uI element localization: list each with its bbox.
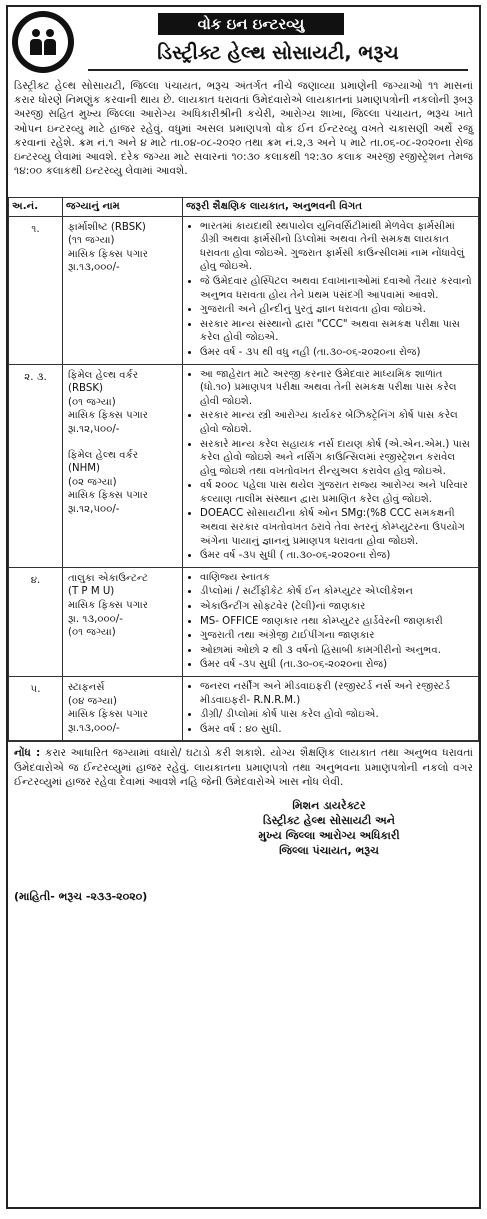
qualification-item: • ડીપ્લોમાં / સર્ટીફીકેટ કોર્ષ ઈન કોમ્પ્યુટર એપ્લીકેશન [200, 585, 473, 599]
post-line: (૦૧ જગ્યા) [68, 396, 116, 408]
table-row [9, 567, 479, 676]
post-line: ફિમેલ હેલ્થ વર્કર [68, 449, 139, 461]
serial-number: ૫. [9, 677, 63, 741]
walk-in-interview-banner: વોક ઇન ઇન્ટરવ્યુ [158, 13, 344, 35]
qualification-item: • ભારતમાં કાયદાથી સ્થપાયેલ યુનિવર્સિટીમાંથી મેળવેલ ફાર્મસીમાં ડીગ્રી અથવા ફાર્મસીનો ડિપ્લોમાં અથવા તેની સમકક્ષ લાયકાત ધરાવતા હોવા જોઇએ. ગુજરાત ફાર્મસી કાઉન્સીલમાં નામ નોંધાવેલું હોવુ જોઇએ. [200, 220, 473, 274]
post-line: ફાર્માશીષ્ટ (RBSK) [68, 221, 146, 233]
note-paragraph [8, 741, 479, 793]
post-cell [63, 364, 183, 567]
table-row [9, 364, 479, 567]
qualification-cell [183, 677, 479, 741]
qualification-item: • સરકારે માન્ય કરેલ સહાયક નર્સ દાયણ કોર્ષ (એ.એન.એમ.) પાસ કરેલ હોવો જોઇશે અને નર્સિંગ કાઉન્સિલમાં રજીસ્ટ્રેશન કરાવેલ હોવુ જોઇશે તથા વખતોવખત રીન્યુઅલ કરાવેલ હોવુ જોઇએ. [200, 438, 473, 479]
logo-figure-icon [32, 29, 40, 37]
serial-number-2: ૨. [24, 371, 34, 383]
nrhm-logo [12, 11, 74, 73]
post-line: (૦૧ જગ્યા) [68, 627, 116, 639]
signature-line: મુખ્ય જિલ્લા આરોગ્ય અધિકારી [258, 828, 400, 842]
qualification-cell [183, 364, 479, 567]
note-label: નોંધ : [14, 747, 41, 760]
qualification-item: • વર્ષ ૨૦૦૮ પહેલા પાસ થયેલ ગુજરાત રાજ્ય આરોગ્ય અને પરિવાર કલ્યાણ તાલીમ સંસ્થાન દ્વારા પ્રમાણિત કરેલ હોવું જોઇશે. [200, 479, 473, 506]
post-line: (૦૨ જગ્યા) [68, 476, 117, 488]
qualification-item: • સરકાર માન્ય સંસ્થાનો દ્વારા "CCC" અથવા સમકક્ષ પરીક્ષા પાસ કરેલ હોવી જોઇએ. [200, 318, 473, 345]
post-line: રૂા.૧૩,૦૦૦/- [68, 262, 120, 274]
post-line: ફિમેલ હેલ્થ વર્કર [68, 369, 139, 381]
signature-line: જિલ્લા પંચાયત, ભરૂચ [279, 843, 379, 857]
post-line: સ્ટાફનર્સ [68, 682, 105, 693]
header-qualification: જરૂરી શૈક્ષણિક લાયકાત, અનુભવની વિગત [183, 198, 479, 217]
table-row [9, 677, 479, 741]
post-line: (T P M U) [68, 586, 115, 598]
logo-figure-icon [44, 39, 56, 55]
table-row [9, 216, 479, 364]
advertisement-page [6, 5, 481, 1209]
qualification-item: • MS- OFFICE જાણકાર તથા કોમ્પ્યુટર હાર્ડવેરની જાણકારી [200, 615, 473, 629]
qualification-item: • જે ઉમેદવાર હોસ્પિટલ અથવા દવાખાનાઓમાં દવાઓ તૈયાર કરવાનો અનુભવ ધરાવતા હોય તેને પ્રથમ પસંદગી આપવામાં આવશે. [200, 275, 473, 302]
header-post-name: જગ્યાનું નામ [63, 198, 183, 217]
qualification-cell [183, 216, 479, 364]
qualification-item: • ઉંમર વર્ષ -૩૫ સુધી ( તા.૩૦-૦૬-૨૦૨૦ના રોજ) [200, 549, 473, 563]
header-serial: અ.નં. [9, 198, 63, 217]
serial-number: ૪. [9, 567, 63, 676]
posts-table [8, 197, 479, 741]
organization-title: ડિસ્ટ્રીક્ટ હેલ્થ સોસાયટી, ભરૂચ [88, 39, 468, 71]
post-line: (NHM) [68, 463, 101, 475]
post-line: માસિક ફિક્સ પગાર [68, 600, 148, 612]
post-cell [63, 567, 183, 676]
signature-line: ડિસ્ટ્રીક્ટ હેલ્થ સોસાયટી અને [263, 813, 395, 827]
table-header-row [9, 198, 479, 217]
serial-number-3: ૩. [36, 371, 47, 383]
header [8, 7, 479, 77]
signature-line: મિશન ડાયરેક્ટર [292, 798, 366, 812]
post-cell [63, 677, 183, 741]
qualification-item: • ઉંમર વર્ષ : ૪૦ સુધી. [200, 723, 473, 737]
post-line: રૂા.૧૨,૫૦૦/- [68, 503, 120, 515]
qualification-item: • ઉંમર વર્ષ -૩૫ સુધી (તા.૩૦-૦૬-૨૦૨૦ના રોજ) [200, 658, 473, 672]
qualification-item: • ઓછામાં ઓછો ૨ થી ૩ વર્ષનો હિસાબી કામગીરીનો અનુભવ. [200, 644, 473, 658]
qualification-item: • ગુજરાતી તથા અંગ્રેજી ટાઈપીંગના જાણકાર [200, 629, 473, 643]
qualification-item: • વાણિજ્ય સ્નાતક [200, 571, 473, 585]
logo-figure-icon [30, 39, 42, 55]
post-line: માસિક ફિક્સ પગાર [68, 248, 148, 260]
post-line: રૂા.૧૩,૦૦૦/- [68, 722, 120, 734]
post-cell [63, 216, 183, 364]
post-line: (૦૪ જગ્યા) [68, 695, 117, 707]
post-line: (૧૧ જગ્યા) [68, 235, 115, 247]
intro-paragraph: ડિસ્ટ્રીક્ટ હેલ્થ સોસાયટી, જિલ્લા પંચાયત, ભરૂચ અંતર્ગત નીચે જણાવ્યા પ્રમાણેની જગ્યાઓ ૧૧ માસનાં કરાર ધોરણે નિમણુંક કરવાની થાય છે. લાયકાત ધરાવતાં ઉમેદવારોએ લાયકાતનાં પ્રમાણપત્રોની નકલોની રૂબરૂ અરજી સહિત મુખ્ય જિલ્લા આરોગ્ય અધિકારીશ્રીની કચેરી, આરોગ્ય શાખા, જિલ્લા પંચાયત, ભરૂચ ખાતે ઓપન ઇન્ટરવ્યુ માટે હાજર રહેવું. વધુમાં અસલ પ્રમાણપત્રો વોક ઈન ઈન્ટરવ્યુ વખતે ચકાસણી અર્થે રજુ કરવાનાં રહેશે. ક્રમ નં.૧ અને ૪ માટે તા.૦૪-૦૮-૨૦૨૦ તથા ક્રમ નં.૨,૩ અને ૫ માટે તા.૦૬-૦૮-૨૦૨૦ના રોજ ઇન્ટરવ્યુ લેવામાં આવશે. દરેક જગ્યા માટે સવારનાં ૧૦:૩૦ કલાકથી ૧૨:૩૦ કલાક અરજી રજીસ્ટ્રેશન તેમજ ૧૪:૦૦ કલાકથી ઇન્ટરવ્યુ લેવામાં આવશે. [14, 80, 473, 178]
qualification-item: • ગુજરાતી અને હીન્દીનું પુરતું જ્ઞાન ધરાવતા હોવા જોઇએ. [200, 303, 473, 317]
post-line: માસિક ફિક્સ પગાર [68, 490, 148, 502]
post-line: (RBSK) [68, 383, 103, 395]
post-line: તાલુકા એકાઉન્ટન્ટ [68, 572, 149, 584]
qualification-item: • એકાઉન્ટીંગ સોફ્ટવેર (ટેલી)નાં જાણકાર [200, 600, 473, 614]
qualification-cell [183, 567, 479, 676]
qualification-item: • આ જાહેરાત માટે અરજી કરનાર ઉમેદવાર માધ્યમિક શાળાંત (ધો.૧૦) પ્રમાણપત્ર પરીક્ષા અથવા તેની સમકક્ષ પરીક્ષા પાસ કરેલ હોવી જોઇશે. [200, 368, 473, 409]
qualification-item: • ડીગ્રી/ ડીપ્લોમાં કોર્ષ પાસ કરેલ હોવો જોઇએ. [200, 708, 473, 722]
qualification-item: • DOEACC સોસાયટીના કોર્ષ ઓન SMg:(%8 CCC સમકક્ષની અથવા સરકાર વખતોવખત ઠરાવે તેવા સ્તરનું કોમ્પ્યુટરના ઉપયોગ અંગેના પાયાનું જ્ઞાનનું પ્રમાણપત્ર ધરાવતા હોવા જોઇશે. [200, 507, 473, 548]
post-line: માસિક ફિક્સ પગાર [68, 410, 148, 422]
qualification-item: • જનરલ નર્સીંગ અને મીડવાઇફરી (રજીસ્ટર્ડ નર્સ અને રજીસ્ટર્ડ મીડવાઇફરી- R.N.R.M.) [200, 680, 473, 707]
qualification-item: • ઉંમર વર્ષ - ૩૫ થી વધુ નહી (તા.૩૦-૦૬-૨૦૨૦ના રોજ) [200, 346, 473, 360]
logo-ring [18, 17, 68, 67]
post-line: માસિક ફિક્સ પગાર [68, 709, 148, 721]
logo-figure-icon [46, 29, 54, 37]
serial-number: ૧. [9, 216, 63, 364]
footer [8, 794, 479, 914]
post-line: રૂા. ૧૩,૦૦૦/- [68, 613, 123, 625]
qualification-item: • સરકાર માન્ય સ્ત્રી આરોગ્ય કાર્યકર બેઝિક્ટ્રેનિંગ કોર્ષ પાસ કરેલ હોવો જોઇશે. [200, 409, 473, 436]
note-text: કરાર આધારિત જગ્યામાં વધારો/ ઘટાડો કરી શકાશે. યોગ્ય શૈક્ષણિક લાયકાત તથા અનુભવ ધરાવતાં ઉમેદવારોએ જ ઈન્ટરવ્યુમાં હાજર રહેવું. લાયકાતના પ્રમાણપત્રો તથા અનુભવના પ્રમાણપત્રોની નકલો વગર ઈન્ટરવ્યુમાં હાજર રહેવા દેવામાં આવશે નહિ જેની ઉમેદવારોએ ખાસ નોંધ લેવી. [14, 747, 473, 789]
reference-number: (માહિતી- ભરૂચ -૨૩૩-૨૦૨૦) [14, 889, 148, 903]
serial-number [9, 364, 63, 567]
signature-block [219, 798, 439, 858]
post-line: રૂા.૧૨,૫૦૦/- [68, 423, 120, 435]
